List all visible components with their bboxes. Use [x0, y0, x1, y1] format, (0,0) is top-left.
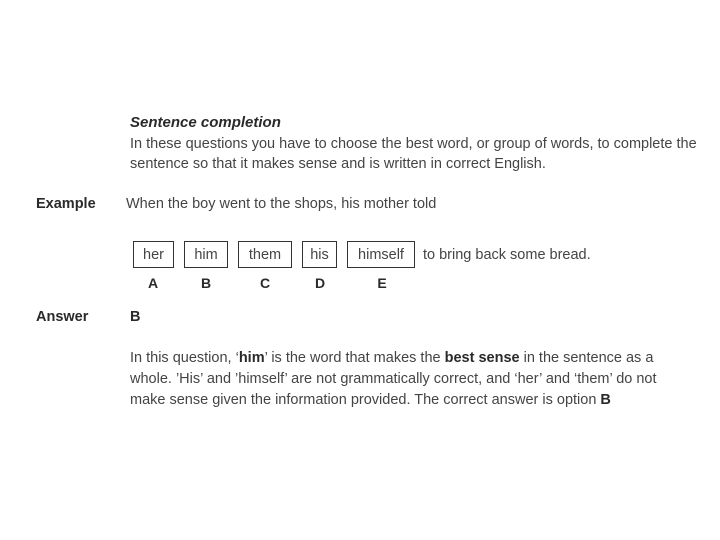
answer-label: Answer — [36, 309, 89, 325]
section-heading: Sentence completion — [130, 114, 281, 131]
option-box-c[interactable]: them — [238, 241, 292, 268]
option-letter-c: C — [259, 275, 271, 291]
option-letter-e: E — [377, 275, 387, 291]
explanation-bold-option: B — [600, 392, 611, 408]
option-letter-b: B — [200, 275, 212, 291]
option-letter-d: D — [314, 275, 326, 291]
explanation-text: In this question, ‘ — [130, 350, 239, 366]
option-box-b[interactable]: him — [184, 241, 228, 268]
intro-text: In these questions you have to choose the best word, or group of words, to complete the sentence so that it makes sense and is written in correct English. — [130, 136, 697, 172]
explanation-bold-word: him — [238, 350, 265, 366]
answer-value: B — [130, 309, 141, 325]
explanation-text: in the sentence as a whole. ’His’ and ’himself’ are not grammatically correct, and ‘her’ and ‘them’ do not make sense given the information provided. The correct answer is option — [130, 350, 657, 408]
option-box-e[interactable]: himself — [347, 241, 415, 268]
example-label: Example — [36, 196, 96, 212]
explanation-text: ’ is the word that makes the — [264, 350, 445, 366]
option-box-a[interactable]: her — [133, 241, 174, 268]
answer-explanation — [130, 348, 690, 411]
example-sentence: When the boy went to the shops, his mother told — [126, 196, 437, 212]
option-letter-a: A — [147, 275, 159, 291]
sentence-continuation: to bring back some bread. — [423, 246, 591, 263]
explanation-bold-phrase: best sense — [444, 350, 520, 366]
option-box-d[interactable]: his — [302, 241, 337, 268]
options-row — [133, 241, 591, 268]
